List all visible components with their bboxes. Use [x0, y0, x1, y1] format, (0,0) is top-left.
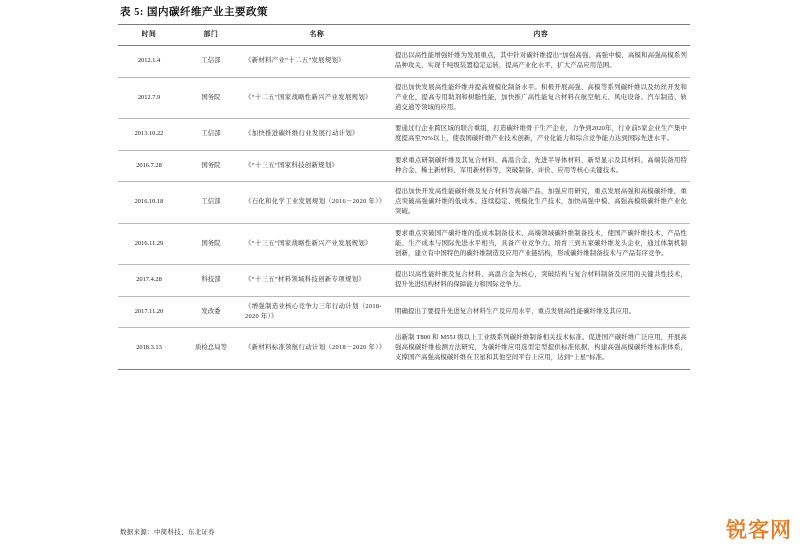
- cell-department: 国务院: [180, 150, 242, 181]
- table-row: [118, 77, 690, 119]
- column-header-content: 内容: [392, 25, 690, 46]
- cell-time: 2012.1.4: [118, 46, 180, 77]
- table-row: [118, 223, 690, 265]
- cell-content: 要求重点突破国产碳纤维的低成本制备技术、高端领域碳纤维制备技术，使国产碳纤维技术、产品性能、生产成本与国际先进水平相当，具备产业竞争力。培育三到五家碳纤维龙头企业，通过体制机制创新，建立有中国特色的碳纤维制造及应用产业链结构，形成碳纤维制备技术与产品有序竞争。: [392, 223, 690, 265]
- cell-time: 2013.10.22: [118, 119, 180, 150]
- cell-content: 要通过行企业跨区域的联合重组，打造碳纤维骨干生产企业，力争到2020年，行业前5家企业生产集中度提高至70%以上，使我国碳纤维产业技术创新，产业化能力和综合竞争能力达到国际先进水平。: [392, 119, 690, 150]
- cell-time: 2016.7.28: [118, 150, 180, 181]
- table-row: [118, 46, 690, 77]
- cell-department: 科技部: [180, 265, 242, 296]
- cell-policy-name: 《“十三五”材料领域科技创新专项规划》: [242, 265, 392, 296]
- cell-policy-name: 《“十三五”国家科技创新规划》: [242, 150, 392, 181]
- table-row: [118, 296, 690, 327]
- cell-time: 2016.10.18: [118, 182, 180, 224]
- cell-policy-name: 《新材料标准领航行动计划（2018－2020 年）》: [242, 328, 392, 370]
- cell-policy-name: 《加快推进碳纤维行业发展行动计划》: [242, 119, 392, 150]
- watermark-logo: 锐客网: [726, 518, 792, 542]
- policy-table-container: [118, 6, 690, 370]
- cell-policy-name: 《增强制造业核心竞争力三年行动计划（2018-2020 年）》: [242, 296, 392, 327]
- table-row: [118, 182, 690, 224]
- source-note: 数据来源：中简科技、东北证券: [120, 529, 216, 536]
- table-row: [118, 328, 690, 370]
- cell-time: 2017.11.20: [118, 296, 180, 327]
- cell-department: 工信部: [180, 182, 242, 224]
- cell-department: 发改委: [180, 296, 242, 327]
- table-row: [118, 265, 690, 296]
- cell-policy-name: 《“十二五”国家战略性新兴产业发展规划》: [242, 77, 392, 119]
- cell-department: 国务院: [180, 223, 242, 265]
- cell-content: 出新制 T800 和 M55J 级以上工业级系列碳纤维制备相关技术标准。促进国产碳纤维广泛应用，开展高强高模碳纤维检测方法研究，为碳纤维应用选型定型提供标准依据，构建高强高模碳纤维标准体系，支撑国产高强高模碳纤维在卫星和其他空间平台上应用，达到“上星”标准。: [392, 328, 690, 370]
- table-row: [118, 150, 690, 181]
- column-header-time: 时间: [118, 25, 180, 46]
- table-row: [118, 119, 690, 150]
- table-body: [118, 46, 690, 369]
- cell-policy-name: 《石化和化学工业发展规划（2016－2020 年）》: [242, 182, 392, 224]
- cell-policy-name: 《新材料产业“十二五”发展规划》: [242, 46, 392, 77]
- column-header-department: 部门: [180, 25, 242, 46]
- cell-content: 提出以高性能增强纤维为发展重点，其中针对碳纤维提出“加强高强、高强中模、高模和高强高模系列品种攻关，实现千吨级装置稳定运转，提高产业化水平，扩大产品应用范围。: [392, 46, 690, 77]
- cell-policy-name: 《“十三五”国家战略性新兴产业发展规划》: [242, 223, 392, 265]
- policy-table: [118, 24, 690, 370]
- cell-content: 要求重点研制碳纤维及其复合材料、高温合金、先进半导体材料、新型显示及其材料、高端装备用特种合金、稀土新材料、军用新材料等，突破制备、评价、应用等核心关键技术。: [392, 150, 690, 181]
- cell-time: 2016.11.29: [118, 223, 180, 265]
- cell-department: 质检总局等: [180, 328, 242, 370]
- cell-content: 提出加快开发高性能碳纤维及复合材料等高端产品，加强应用研究，重点发展高强和高模碳纤维，重点突破高强碳纤维的低成本、连续稳定、规模化生产技术，加快高强中模、高强高模级碳纤维产业化突破。: [392, 182, 690, 224]
- cell-content: 提出以高性能纤维及复合材料、高温合金为核心，突破结构与复合材料制备及应用的关键共性技术，提升先进结构材料的保障能力和国际竞争力。: [392, 265, 690, 296]
- cell-department: 工信部: [180, 119, 242, 150]
- cell-department: 工信部: [180, 46, 242, 77]
- cell-content: 明确提出了要提升先进复合材料生产及应用水平，重点发展高性能碳纤维及其应用。: [392, 296, 690, 327]
- table-title: 表 5: 国内碳纤维产业主要政策: [120, 7, 268, 18]
- cell-content: 提出加快发展高性能纤维并提高规模化制备水平。积极开展高强、高模等系列碳纤维以及纺丝开发和产业化，提高专用助剂和树脂性能，加快推广高性能复合材料在航空航天、风电设备、汽车制造、轨道交通等领域的应用。: [392, 77, 690, 119]
- cell-department: 国务院: [180, 77, 242, 119]
- column-header-name: 名称: [242, 25, 392, 46]
- table-header: [118, 25, 690, 46]
- cell-time: 2012.7.9: [118, 77, 180, 119]
- cell-time: 2017.4.28: [118, 265, 180, 296]
- table-header-row: [118, 25, 690, 46]
- cell-time: 2018.3.13: [118, 328, 180, 370]
